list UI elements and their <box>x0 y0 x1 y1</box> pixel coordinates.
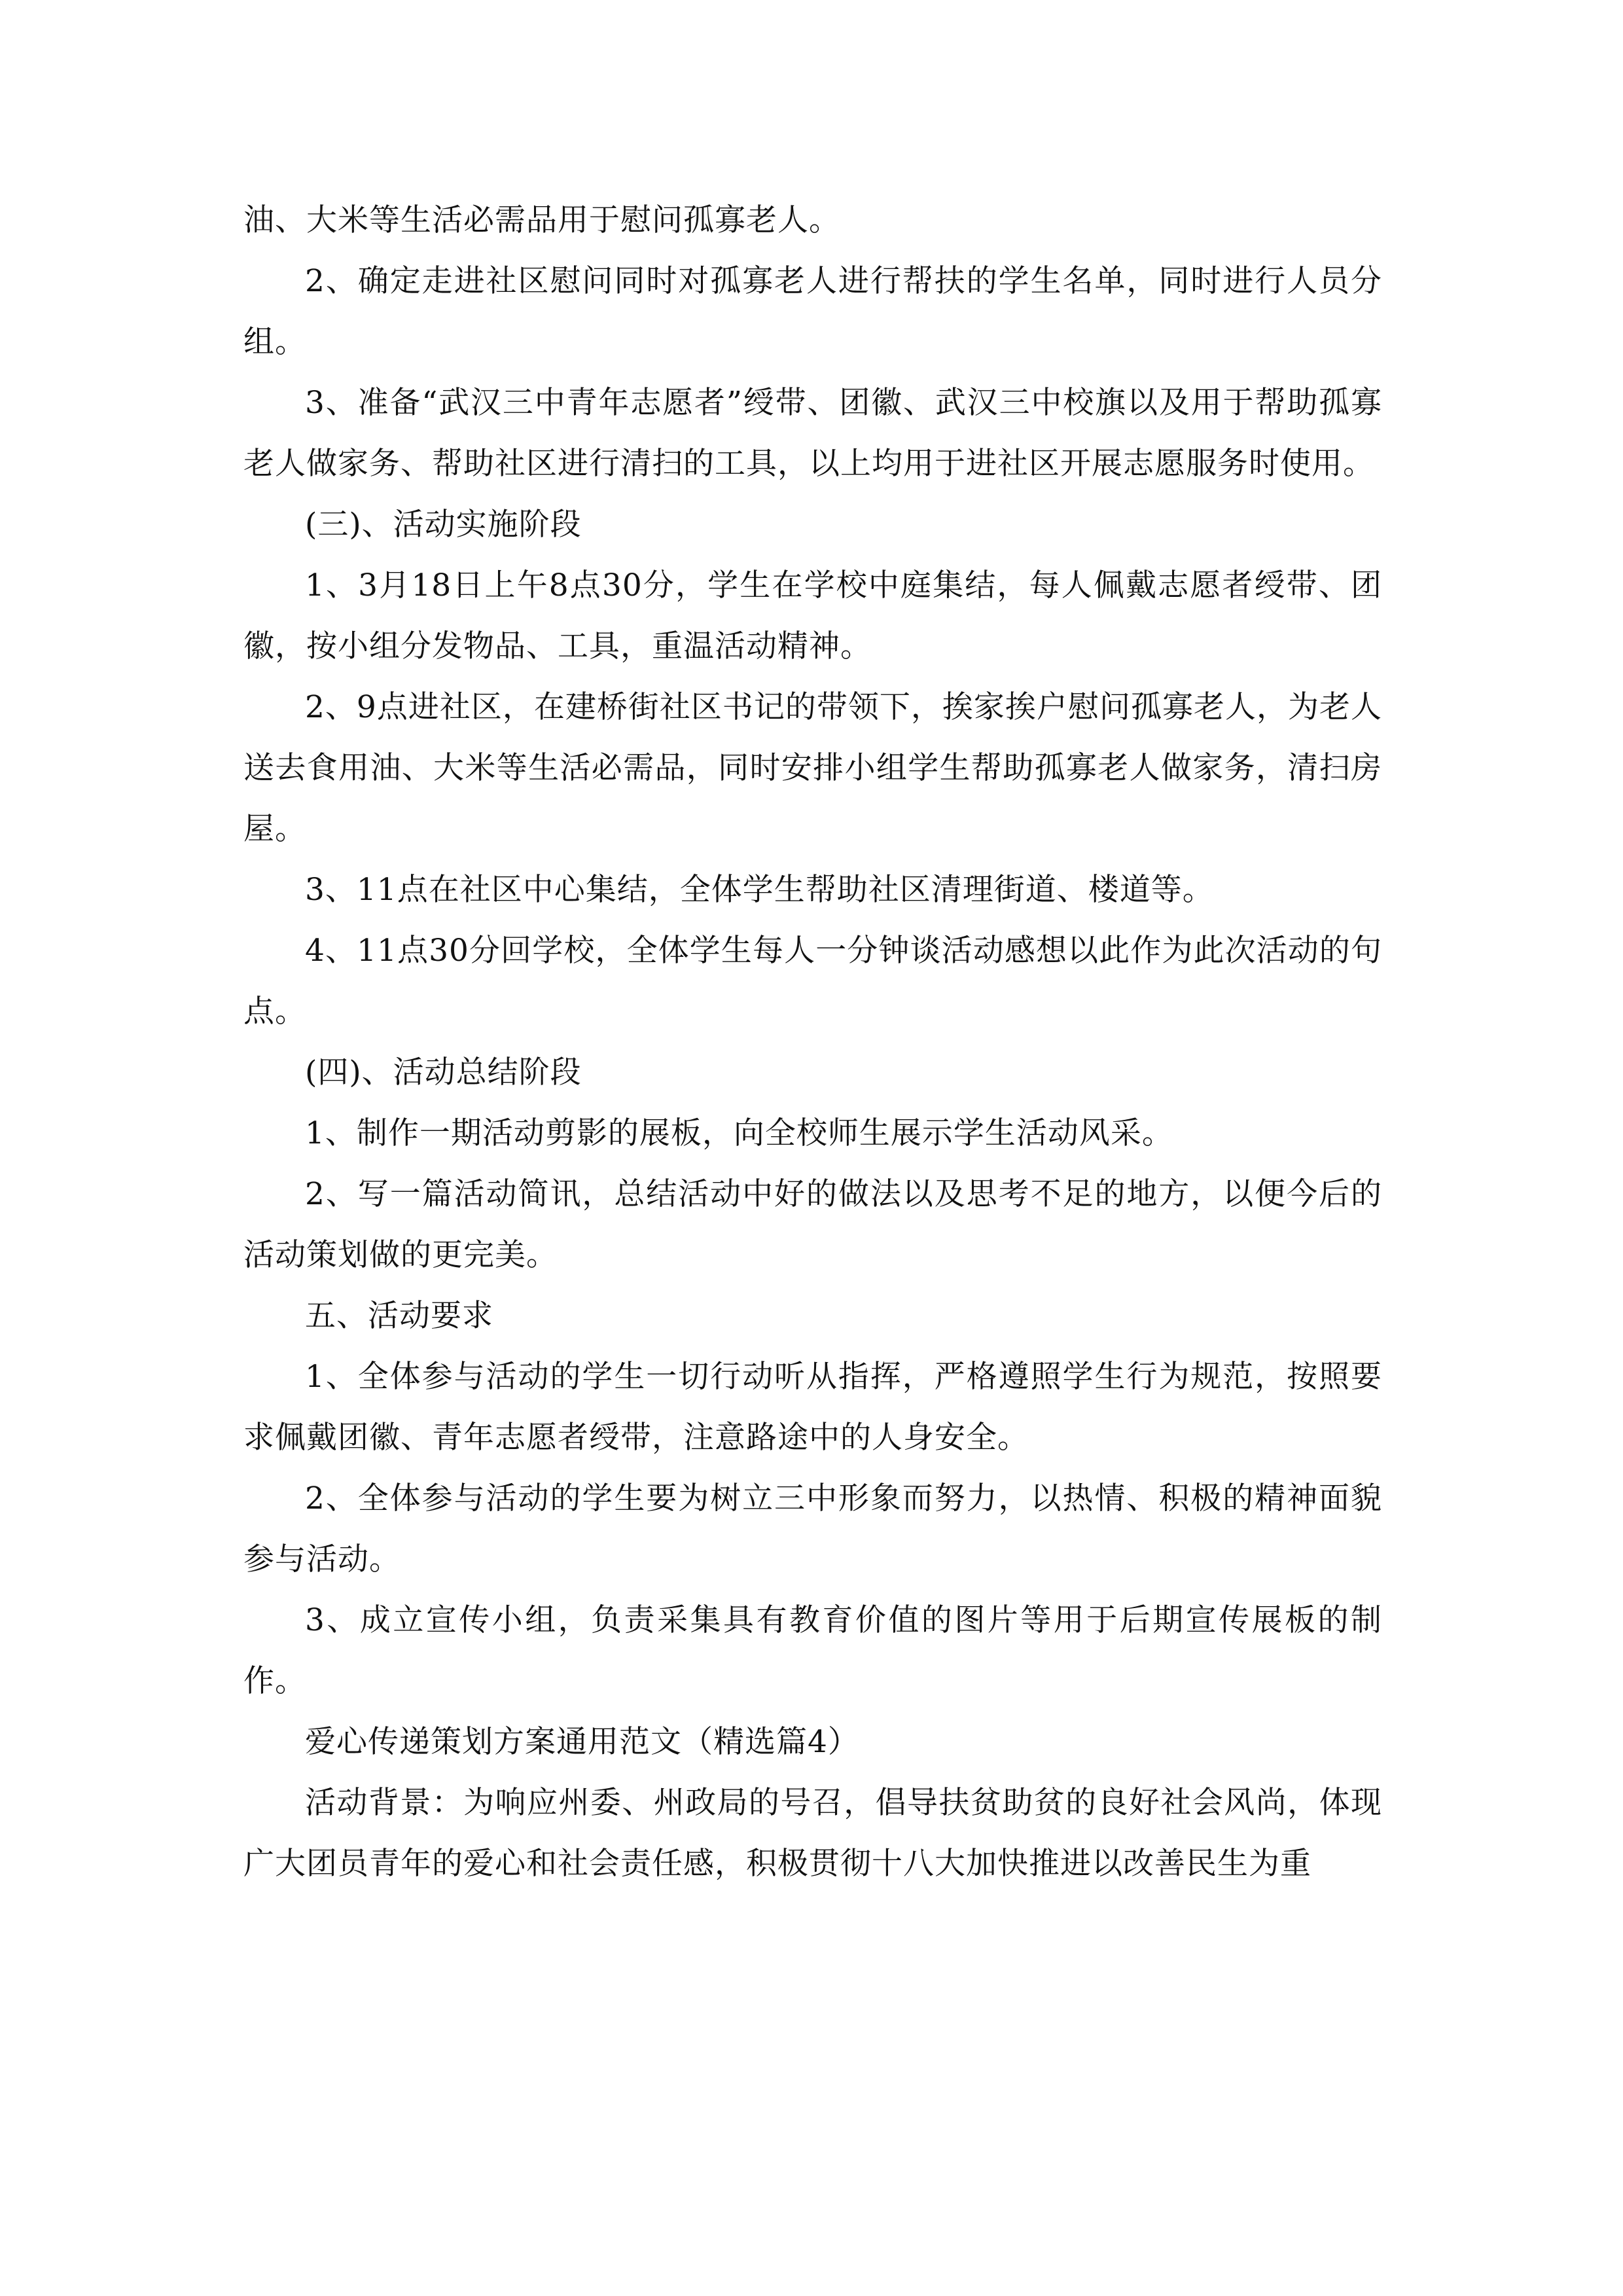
paragraph-implementation-item-1: 1、3月18日上午8点30分，学生在学校中庭集结，每人佩戴志愿者绶带、团徽，按小组分发物品、工具，重温活动精神。 <box>243 567 1382 664</box>
paragraph-implementation-item-3: 3、11点在社区中心集结，全体学生帮助社区清理街道、楼道等。 <box>305 872 1214 908</box>
paragraph-summary-item-2: 2、写一篇活动简讯，总结活动中好的做法以及思考不足的地方，以便今后的活动策划做的更完美。 <box>243 1176 1382 1273</box>
section-heading-requirements: 五、活动要求 <box>305 1298 493 1334</box>
paragraph-requirement-2: 2、全体参与活动的学生要为树立三中形象而努力，以热情、积极的精神面貌参与活动。 <box>243 1480 1382 1577</box>
document-body <box>243 190 1382 1894</box>
paragraph-prep-item-3: 3、准备“武汉三中青年志愿者”绶带、团徽、武汉三中校旗以及用于帮助孤寡老人做家务、帮助社区进行清扫的工具，以上均用于进社区开展志愿服务时使用。 <box>243 385 1382 482</box>
paragraph-implementation-item-4: 4、11点30分回学校，全体学生每人一分钟谈活动感想以此作为此次活动的句点。 <box>243 933 1382 1030</box>
paragraph-implementation-item-2: 2、9点进社区，在建桥街社区书记的带领下，挨家挨户慰问孤寡老人，为老人送去食用油、大米等生活必需品，同时安排小组学生帮助孤寡老人做家务，清扫房屋。 <box>243 689 1382 847</box>
article-title: 爱心传递策划方案通用范文（精选篇4） <box>305 1724 859 1760</box>
paragraph-summary-item-1: 1、制作一期活动剪影的展板，向全校师生展示学生活动风采。 <box>305 1115 1173 1151</box>
paragraph-requirement-3: 3、成立宣传小组，负责采集具有教育价值的图片等用于后期宣传展板的制作。 <box>243 1602 1382 1699</box>
paragraph-requirement-1: 1、全体参与活动的学生一切行动听从指挥，严格遵照学生行为规范，按照要求佩戴团徽、青年志愿者绶带，注意路途中的人身安全。 <box>243 1359 1382 1456</box>
paragraph-background: 活动背景：为响应州委、州政局的号召，倡导扶贫助贫的良好社会风尚，体现广大团员青年的爱心和社会责任感，积极贯彻十八大加快推进以改善民生为重 <box>243 1785 1382 1882</box>
paragraph-continuation: 油、大米等生活必需品用于慰问孤寡老人。 <box>243 202 840 238</box>
section-heading-implementation: (三)、活动实施阶段 <box>305 507 582 543</box>
section-heading-summary: (四)、活动总结阶段 <box>305 1054 582 1090</box>
paragraph-prep-item-2: 2、确定走进社区慰问同时对孤寡老人进行帮扶的学生名单，同时进行人员分组。 <box>243 263 1382 360</box>
